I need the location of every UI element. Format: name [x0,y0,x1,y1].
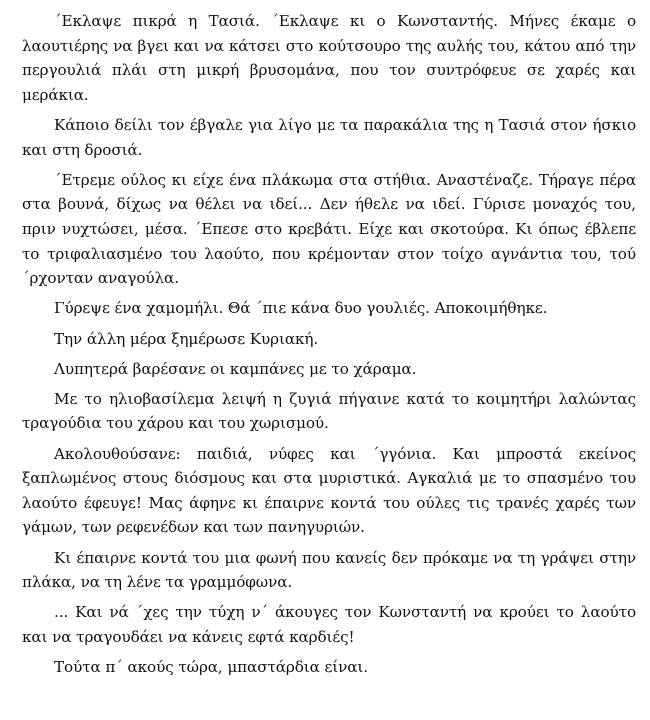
paragraph-5: Την άλλη μέρα ξημέρωσε Κυριακή. [54,329,319,348]
paragraph-10: ... Και νά ΄χες την τύχη ν΄ άκουγες τον Κωνσταντή να κρούει το λαούτο και να τραγουδάει να κάνεις εφτά καρδιές! [22,603,636,646]
paragraph-11: Τούτα π΄ ακούς τώρα, μπαστάρδια είναι. [54,658,369,677]
paragraph-4: Γύρεψε ένα χαμομήλι. Θά ΄πιε κάνα δυο γουλιές. Αποκοιμήθηκε. [54,299,548,318]
paragraph-6: Λυπητερά βαρέσανε οι καμπάνες με το χάραμα. [54,359,417,378]
paragraph-9: Κι έπαιρνε κοντά του μια φωνή που κανείς δεν πρόκαμε να τη γράψει στην πλάκα, να τη λένε τα γραμμόφωνα. [22,548,636,592]
paragraph-7: Με το ηλιοβασίλεμα λειψή η ζυγιά πήγαινε κατά το κοιμητήρι λαλώντας τραγούδια του χάρου και του χωρισμού. [22,389,636,433]
paragraph-2: Κάποιο δείλι τον έβγαλε για λίγο με τα παρακάλια της η Τασιά στον ήσκιο και στη δροσιά. [22,115,636,159]
paragraph-8: Ακολουθούσανε: παιδιά, νύφες και ΄γγόνια. Και μπροστά εκείνος ξαπλωμένος στους διόσμους και στα μυριστικά. Αγκαλιά με το σπασμένο του λαούτο έφευγε! Μας άφηνε κι έπαιρνε κοντά του ούλες τις τρανές χαρές των γάμων, των ρεφενέδων και των πανηγυριών. [22,444,636,537]
paragraph-1: ΄Εκλαψε πικρά η Τασιά. ΄Εκλαψε κι ο Κωνσταντής. Μήνες έκαμε ο λαουτιέρης να βγει και να κάτσει στο κούτσουρο της αυλής του, κάτου από την περγουλιά πλάι στη μικρή βρυσομάνα, που τον συντρόφευε σε χαρές και μεράκια. [22,12,636,104]
paragraph-3: ΄Ετρεμε ούλος κι είχε ένα πλάκωμα στα στήθια. Αναστέναζε. Τήραγε πέρα στα βουνά, δίχως να θέλει να ιδεί... Δεν ήθελε να ιδεί. Γύρισε μοναχός του, πριν νυχτώσει, μέσα. ΄Επεσε στο κρεβάτι. Είχε και σκοτούρα. Κι όπως έβλεπε το τριφαλιασμένο του λαούτο, που κρέμονταν στον τοίχο αγνάντια του, τού ΄ρχονταν αναγούλα. [22,170,636,288]
